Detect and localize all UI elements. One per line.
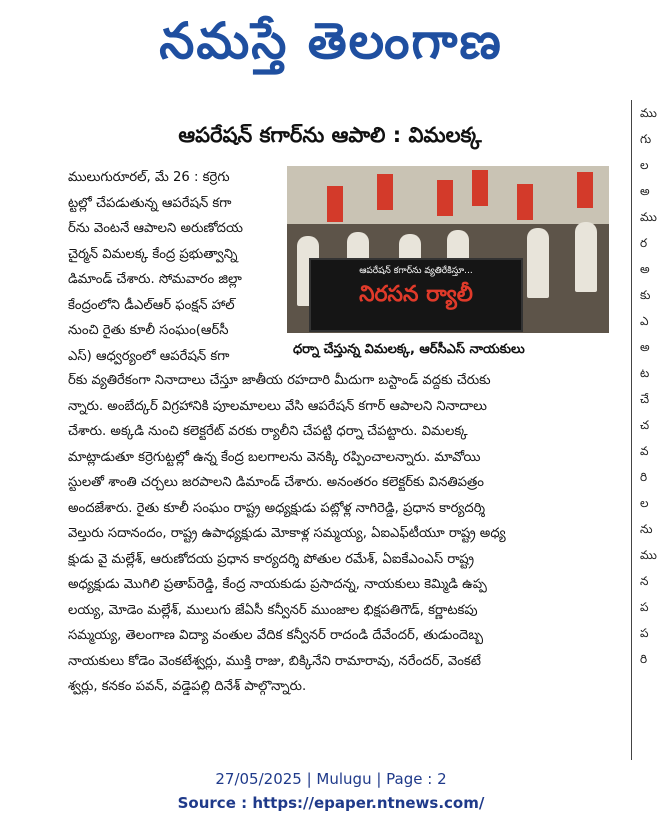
strip-text: ట bbox=[640, 366, 650, 380]
text-line: ఎస్) ఆధ్వర్యంలో ఆపరేషన్ కగా bbox=[68, 348, 230, 364]
text-line: కేంద్రంలోని డీఎల్‌ఆర్ ఫంక్షన్ హాల్ bbox=[68, 297, 235, 313]
strip-text: ము bbox=[640, 548, 657, 562]
strip-text: చే bbox=[640, 392, 650, 406]
strip-text: అ bbox=[640, 262, 650, 276]
strip-text: ల bbox=[640, 496, 649, 510]
strip-text: రి bbox=[640, 470, 648, 484]
red-flag bbox=[377, 174, 393, 210]
text-line: ర్‌కు వ్యతిరేకంగా నినాదాలు చేస్తూ జాతీయ రహదారి మీదుగా బస్టాండ్ వద్దకు చేరుకు bbox=[68, 373, 491, 388]
strip-text: ము bbox=[640, 210, 657, 224]
strip-text: న bbox=[640, 574, 649, 588]
red-flag bbox=[472, 170, 488, 206]
strip-text: చ bbox=[640, 418, 650, 432]
text-line: డిమాండ్ చేశారు. సోమవారం జిల్లా bbox=[68, 272, 242, 287]
strip-text: ఎ bbox=[640, 314, 649, 328]
article-body-text bbox=[68, 368, 613, 700]
text-line: మాట్లాడుతూ కర్రెగుట్టల్లో ఉన్న కేంద్ర బలగాలను వెనక్కి రప్పించాలన్నారు. మావోయి bbox=[68, 449, 481, 465]
strip-text: ప bbox=[640, 600, 649, 614]
article-column-text bbox=[68, 165, 283, 369]
text-line: ర్‌ను వెంటనే ఆపాలని అరుణోదయ bbox=[68, 221, 243, 236]
strip-text: రి bbox=[640, 652, 648, 666]
banner-subtext: ఆపరేషన్ కగార్‌ను వ్యతిరేకిస్తూ... bbox=[359, 266, 473, 276]
red-flag bbox=[437, 180, 453, 216]
strip-text: ను bbox=[640, 522, 653, 536]
text-line: లయ్య, మోడెం మల్లేశ్, ములుగు జేఏసీ కన్వీనర్ ముంజాల భిక్షపతిగౌడ్, కర్ణాటకపు bbox=[68, 602, 478, 618]
strip-text: అ bbox=[640, 184, 650, 198]
banner-title: నిరసన ర్యాలీ bbox=[359, 282, 473, 307]
person bbox=[527, 228, 549, 298]
strip-text: ము bbox=[640, 106, 657, 120]
red-flag bbox=[577, 172, 593, 208]
strip-text: అ bbox=[640, 340, 650, 354]
column-divider bbox=[631, 100, 632, 760]
photo-caption: ధర్నా చేస్తున్న విమలక్క, ఆర్‌సీఎస్ నాయకులు bbox=[293, 342, 525, 357]
strip-text: ల bbox=[640, 158, 649, 172]
red-flag bbox=[517, 184, 533, 220]
adjacent-article-strip bbox=[640, 100, 662, 680]
text-line: నాయకులు కోడెం వెంకటేశ్వర్లు, ముక్తి రాజు, బిక్కినేని రామారావు, నరేందర్, వెంకటే bbox=[68, 653, 481, 669]
protest-banner bbox=[309, 258, 523, 332]
text-line: అందజేశారు. రైతు కూలీ సంఘం రాష్ట్ర అధ్యక్షుడు పట్లోళ్ల నాగిరెడ్డి, ప్రధాన కార్యదర్శి bbox=[68, 500, 486, 516]
text-line: వెల్తురు సదానందం, రాష్ట్ర ఉపాధ్యక్షుడు మోకాళ్ల సమ్మయ్య, ఏఐఎఫ్‌టీయూ రాష్ట్ర అధ్య bbox=[68, 526, 506, 541]
footer-source-line[interactable]: Source : https://epaper.ntnews.com/ bbox=[177, 794, 485, 812]
person bbox=[575, 222, 597, 292]
newspaper-masthead: నమస్తే తెలంగాణ bbox=[159, 12, 503, 70]
text-line: ట్టల్లో చేపడుతున్న ఆపరేషన్ కగా bbox=[68, 195, 232, 211]
strip-text: వ bbox=[640, 444, 649, 458]
text-line: ములుగురూరల్, మే 26 : కర్రెగు bbox=[68, 170, 230, 185]
article-headline: ఆపరేషన్ కగార్‌ను ఆపాలి : విమలక్క bbox=[178, 123, 482, 147]
protest-photo bbox=[287, 166, 609, 333]
text-line: నుంచి రైతు కూలీ సంఘం(ఆర్‌సీ bbox=[68, 323, 229, 338]
strip-text: ప bbox=[640, 626, 649, 640]
text-line: శ్వర్లు, కనకం పవన్, వడ్డెపల్లి దినేశ్ పాల్గొన్నారు. bbox=[68, 679, 307, 694]
text-line: క్షుడు వై మల్లేశ్, ఆరుణోదయ ప్రధాన కార్యదర్శి పోతుల రమేశ్, ఏఐకేఎంఎస్ రాష్ట్ర bbox=[68, 551, 474, 567]
red-flag bbox=[327, 186, 343, 222]
text-line: చైర్మన్ విమలక్క కేంద్ర ప్రభుత్వాన్ని bbox=[68, 246, 238, 262]
strip-text: గు bbox=[640, 132, 652, 146]
footer-date-line: 27/05/2025 | Mulugu | Page : 2 bbox=[215, 770, 447, 788]
text-line: సమ్మయ్య, తెలంగాణ విద్యా వంతుల వేదిక కన్వీనర్ రాదండి దేవేందర్, తుడుందెబ్బ bbox=[68, 628, 484, 643]
text-line: స్టులతో శాంతి చర్చలు జరపాలని డిమాండ్ చేశారు. అనంతరం కలెక్టర్‌కు వినతిపత్రం bbox=[68, 475, 484, 490]
text-line: అధ్యక్షుడు మొగిలి ప్రతాప్‌రెడ్డి, కేంద్ర నాయకుడు ప్రసాదన్న, నాయకులు కెమ్మిడి ఉప్ప bbox=[68, 577, 487, 592]
strip-text: కు bbox=[640, 288, 651, 302]
text-line: న్నారు. అంబేద్కర్ విగ్రహానికి పూలమాలలు వేసి ఆపరేషన్ కగార్ ఆపాలని నినాదాలు bbox=[68, 398, 487, 414]
text-line: చేశారు. అక్కడి నుంచి కలెక్టరేట్ వరకు ర్యాలీని చేపట్టి ధర్నా చేపట్టారు. విమలక్క bbox=[68, 424, 468, 439]
strip-text: ర bbox=[640, 236, 648, 250]
